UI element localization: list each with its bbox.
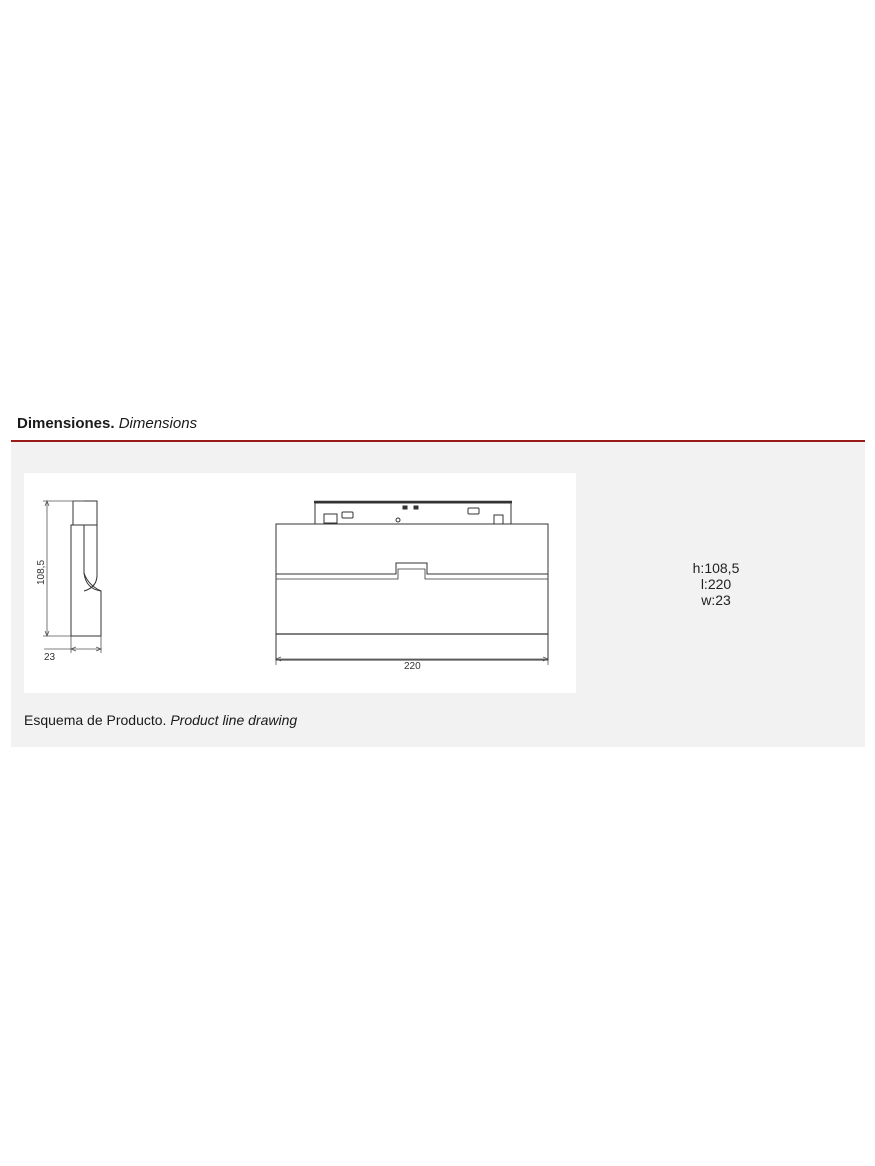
side-view-curve-2 [84,573,97,591]
dimension-values [651,560,781,608]
side-height-label: 108,5 [36,559,47,585]
drawing-caption [24,711,297,729]
technical-drawing [24,473,576,693]
adapter-slot-left [324,514,337,523]
side-view-curve [84,573,101,591]
adapter-pin-2 [414,506,418,509]
adapter-slot-left-2 [342,512,353,518]
side-width-label: 23 [44,652,56,663]
adapter-slot-right-2 [494,515,503,524]
side-view-cap [73,501,97,525]
body-band-top [276,563,548,574]
adapter-slot-right [468,508,479,514]
section-title [17,414,865,434]
adapter-hole [396,518,400,522]
dimension-width: w:23 [701,592,731,608]
front-length-label: 220 [404,661,421,672]
side-view [71,501,101,636]
adapter-pin-1 [403,506,407,509]
section-title-italic: Dimensions [118,415,198,432]
side-dimension-width [44,636,101,653]
caption-text: Esquema de Producto. [24,712,167,728]
luminaire-body [276,524,548,660]
side-dimension-height [43,501,84,636]
dimension-height: h:108,5 [692,560,740,576]
dimension-length: l:220 [700,576,732,592]
product-line-drawing [24,473,576,693]
adapter-body [315,503,511,524]
section-title-bold: Dimensiones. [17,415,115,432]
caption-italic: Product line drawing [170,712,298,728]
front-view [276,502,548,660]
dimensions-panel [11,442,865,747]
